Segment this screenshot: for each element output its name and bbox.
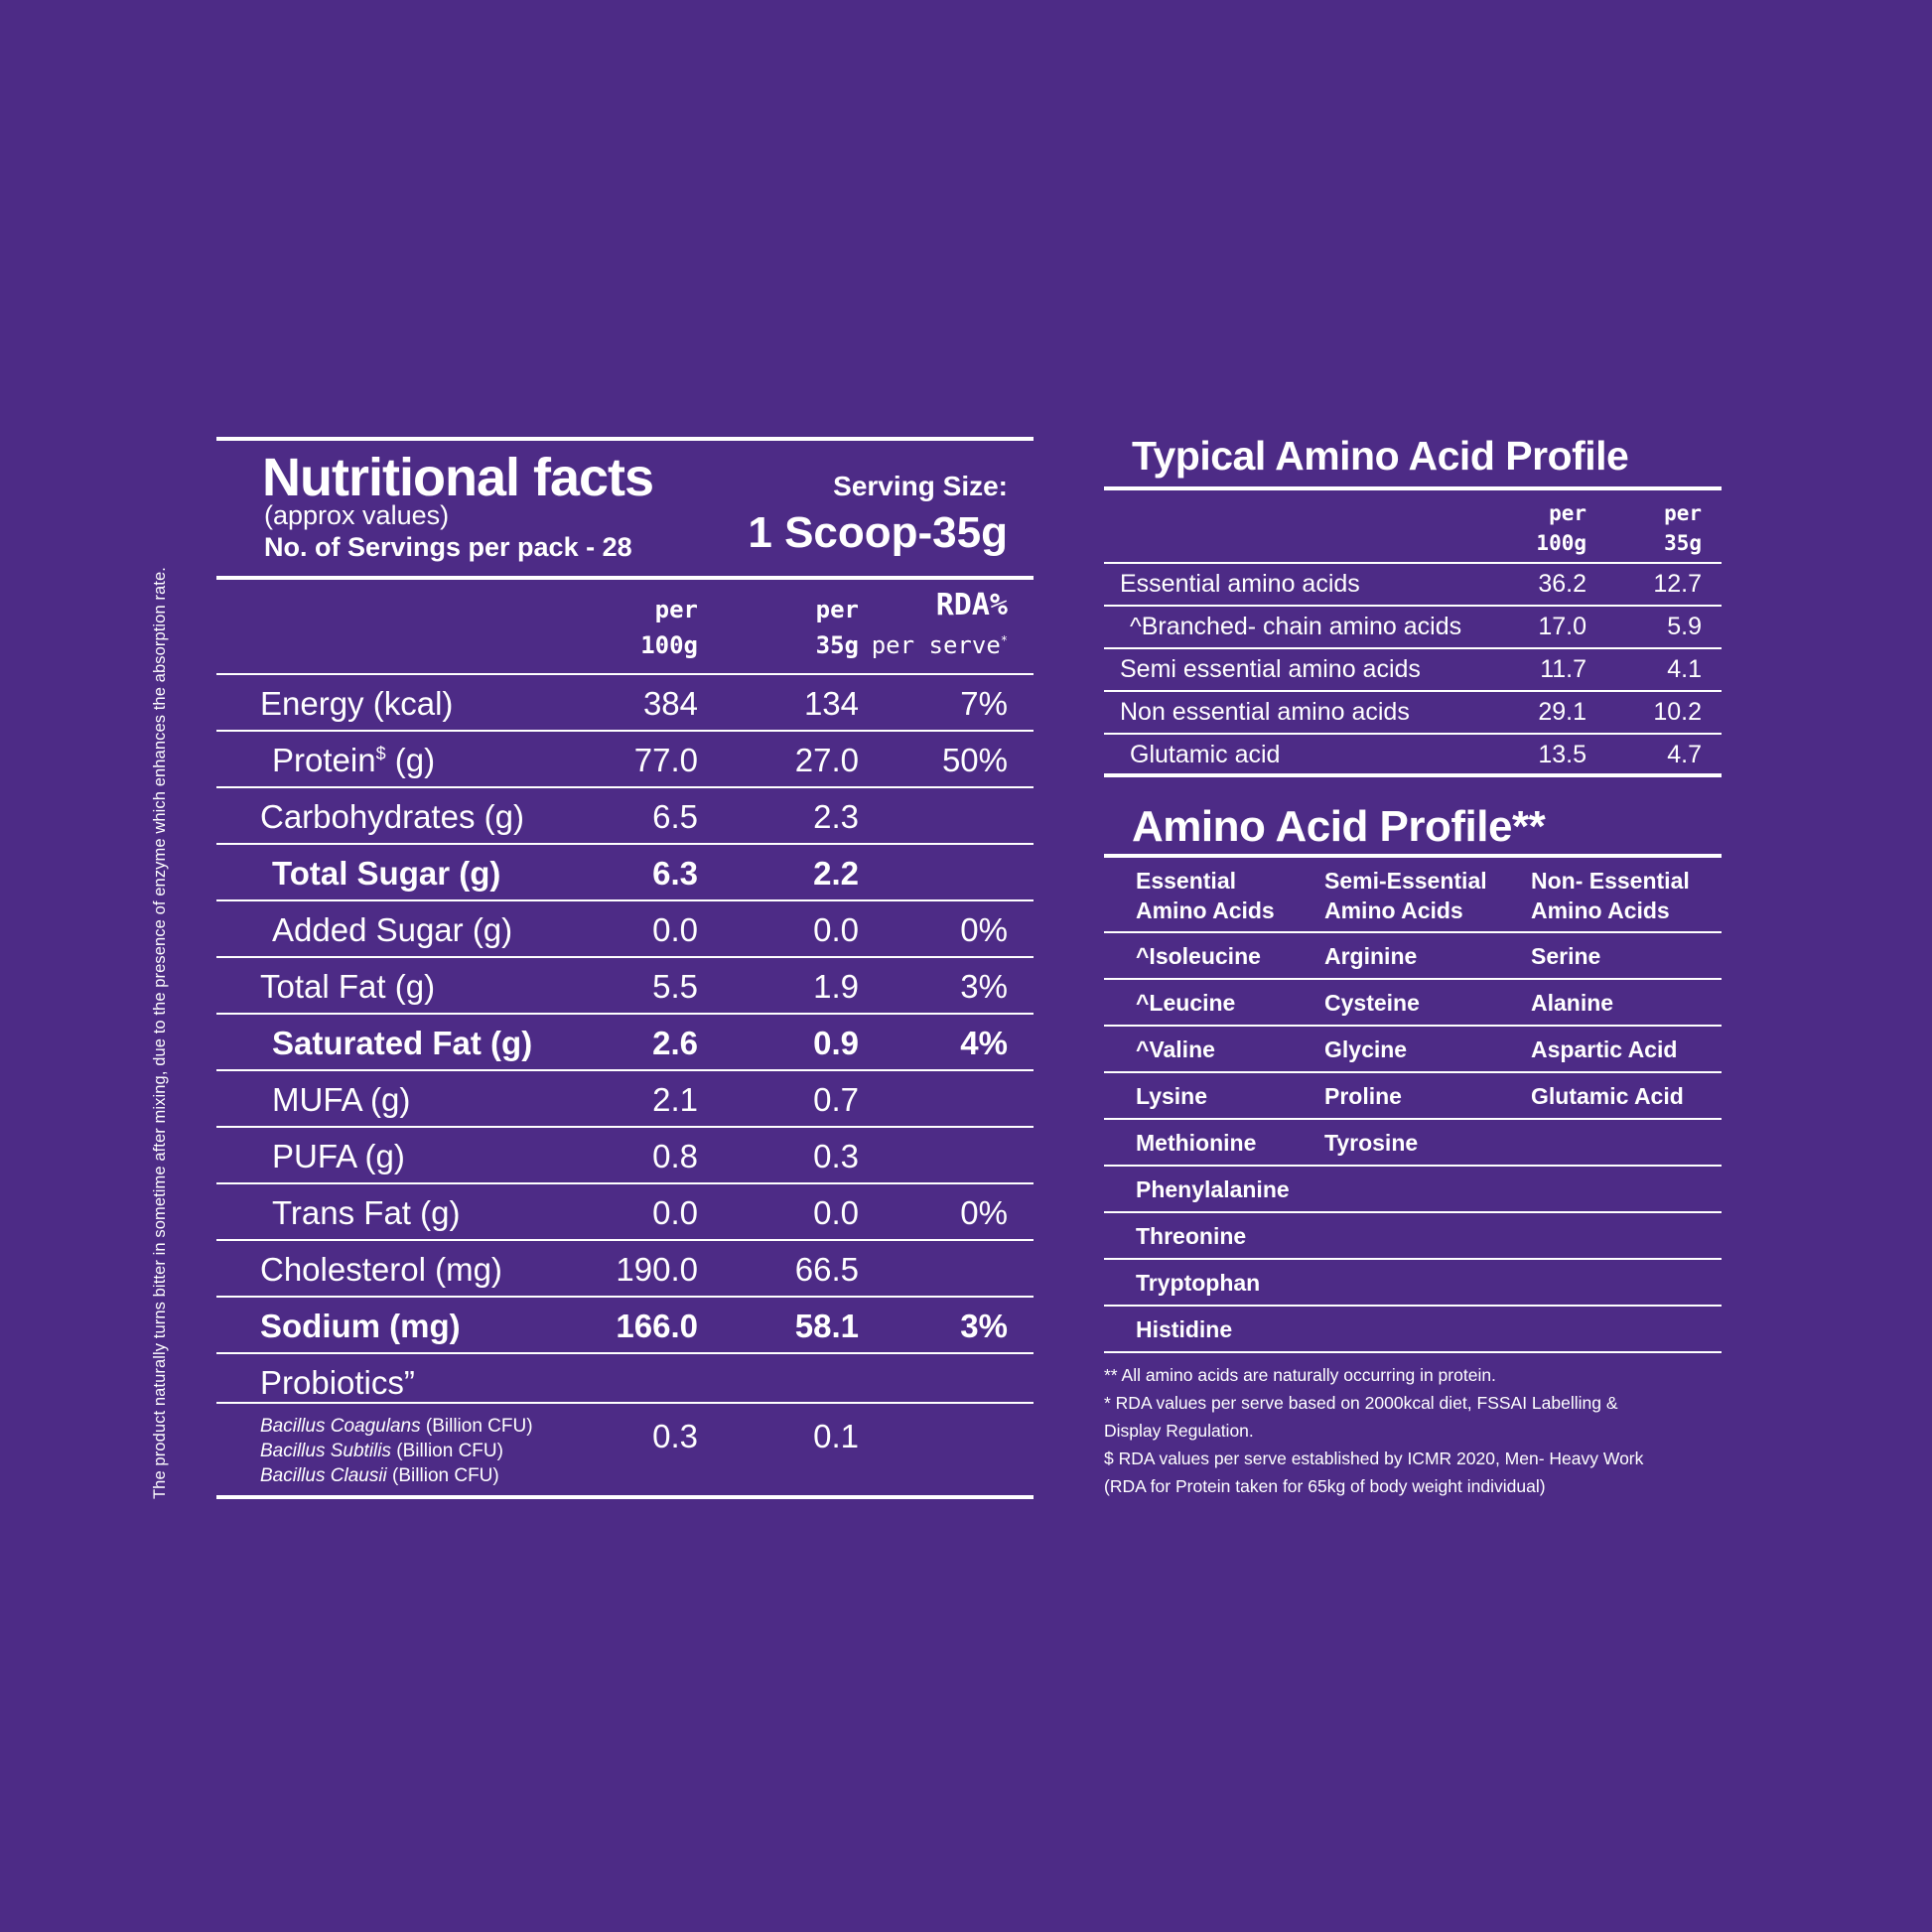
amino-value-35g: 4.7 — [1667, 741, 1702, 768]
non-essential-cell: Serine — [1531, 943, 1601, 969]
nutrient-row-sodium — [216, 1298, 1034, 1354]
semi-essential-cell: Glycine — [1324, 1036, 1408, 1062]
nutrient-value-100g: 2.6 — [652, 1025, 698, 1061]
nutrient-label: Cholesterol (mg) — [260, 1251, 502, 1288]
nutrient-row-carbohydrates — [216, 788, 1034, 845]
nutrient-label: Carbohydrates (g) — [260, 798, 524, 835]
amino-label: Essential amino acids — [1120, 570, 1360, 598]
nutrient-value-100g: 166.0 — [616, 1308, 698, 1344]
col-per-35g — [816, 592, 859, 663]
table-row — [1104, 980, 1722, 1027]
col-rda-per-serve — [872, 631, 1008, 659]
essential-cell: Lysine — [1136, 1083, 1208, 1109]
nutrient-value-100g: 190.0 — [616, 1251, 698, 1288]
table-row — [1104, 1167, 1722, 1213]
amino-row-branched-chain — [1104, 607, 1722, 649]
amino-row-essential — [1104, 564, 1722, 607]
protein-label-unit: (g) — [385, 742, 436, 778]
nutrient-row-total-fat — [216, 958, 1034, 1015]
semi-essential-cell: Proline — [1324, 1083, 1402, 1109]
amino-label: ^Branched- chain amino acids — [1130, 613, 1462, 640]
essential-cell: ^Isoleucine — [1136, 943, 1261, 969]
essential-cell: Threonine — [1136, 1223, 1247, 1249]
non-essential-cell: Aspartic Acid — [1531, 1036, 1678, 1062]
nutrition-header — [216, 441, 1034, 576]
table-row — [1104, 1120, 1722, 1167]
col-per-100g-line1: per — [1549, 501, 1587, 525]
approx-values-note: (approx values) — [264, 500, 450, 530]
semi-essential-cell: Cysteine — [1324, 990, 1420, 1016]
amino-label: Non essential amino acids — [1120, 698, 1410, 726]
amino-profile-header — [1104, 858, 1722, 933]
non-essential-cell: Alanine — [1531, 990, 1614, 1016]
table-row — [1104, 1027, 1722, 1073]
header-non-essential — [1531, 866, 1690, 925]
serving-size-label: Serving Size: — [833, 471, 1008, 501]
essential-cell: Methionine — [1136, 1130, 1257, 1156]
nutrient-rda: 7% — [960, 685, 1008, 722]
essential-cell: ^Leucine — [1136, 990, 1236, 1016]
amino-label: Glutamic acid — [1130, 741, 1281, 768]
table-row — [1104, 1073, 1722, 1120]
strain-name: Bacillus Coagulans — [260, 1416, 421, 1437]
nutrient-value-35g: 0.3 — [813, 1138, 859, 1174]
col-per-100g — [1536, 498, 1587, 558]
table-row — [1104, 1307, 1722, 1353]
strain-unit: (Billion CFU) — [391, 1441, 503, 1461]
col-per-100g-line1: per — [654, 596, 698, 623]
col-per-35g-line1: per — [1664, 501, 1702, 525]
rda-asterisk: * — [1000, 633, 1008, 647]
amino-profile-title: Amino Acid Profile** — [1104, 798, 1722, 858]
col-per-100g-line2: 100g — [1536, 531, 1587, 555]
col-per-35g — [1664, 498, 1702, 558]
nutrition-column-header — [216, 580, 1034, 675]
strain-unit: (Billion CFU) — [420, 1416, 533, 1437]
typical-amino-acid-panel — [1104, 427, 1722, 777]
nutrient-row-pufa — [216, 1128, 1034, 1184]
protein-dollar-mark: $ — [375, 744, 386, 763]
amino-label: Semi essential amino acids — [1120, 655, 1421, 683]
essential-cell: Tryptophan — [1136, 1270, 1261, 1296]
nutrient-value-100g: 0.8 — [652, 1138, 698, 1174]
essential-cell: ^Valine — [1136, 1036, 1215, 1062]
amino-value-35g: 12.7 — [1653, 570, 1702, 598]
side-disclaimer: The product naturally turns bitter in sometime after mixing, due to the presence of enzyme which enhances the absorption rate. — [151, 567, 169, 1499]
non-essential-cell: Glutamic Acid — [1531, 1083, 1684, 1109]
strain-name: Bacillus Clausii — [260, 1465, 387, 1486]
nutrient-value-35g: 2.3 — [813, 798, 859, 835]
col-rda-per-serve-text: per serve — [871, 631, 1001, 659]
header-essential — [1136, 866, 1275, 925]
table-row — [1104, 1260, 1722, 1307]
nutrient-value-35g: 27.0 — [794, 742, 859, 778]
nutrient-label: Total Fat (g) — [260, 968, 436, 1005]
amino-value-100g: 29.1 — [1538, 698, 1587, 726]
header-non-essential-line1: Non- Essential — [1531, 868, 1690, 894]
footnote: (RDA for Protein taken for 65kg of body weight individual) — [1104, 1476, 1546, 1496]
nutrient-row-added-sugar — [216, 901, 1034, 958]
nutrient-value-35g: 0.0 — [813, 1194, 859, 1231]
nutrient-row-total-sugar — [216, 845, 1034, 901]
header-essential-line2: Amino Acids — [1136, 897, 1275, 923]
nutrient-label: Sodium (mg) — [260, 1308, 461, 1344]
strain-name: Bacillus Subtilis — [260, 1441, 391, 1461]
nutrient-value-100g: 77.0 — [633, 742, 698, 778]
amino-row-semi-essential — [1104, 649, 1722, 692]
nutrient-row-trans-fat — [216, 1184, 1034, 1241]
footnote: ** All amino acids are naturally occurring in protein. — [1104, 1365, 1496, 1385]
nutrient-row-saturated-fat — [216, 1015, 1034, 1071]
nutrient-label: Trans Fat (g) — [272, 1194, 461, 1231]
nutrient-label: Total Sugar (g) — [272, 855, 501, 892]
col-rda: RDA% — [935, 588, 1008, 622]
nutrient-value-35g: 0.7 — [813, 1081, 859, 1118]
probiotics-value-35g: 0.1 — [813, 1418, 859, 1454]
table-row — [1104, 933, 1722, 980]
nutrient-value-35g: 2.2 — [813, 855, 859, 892]
header-semi-essential-line1: Semi-Essential — [1324, 868, 1487, 894]
nutrition-title: Nutritional facts — [262, 448, 654, 507]
nutrient-row-probiotics — [216, 1354, 1034, 1404]
footnote: * RDA values per serve based on 2000kcal diet, FSSAI Labelling & — [1104, 1393, 1618, 1413]
col-per-100g-line2: 100g — [640, 631, 698, 659]
semi-essential-cell: Arginine — [1324, 943, 1418, 969]
probiotics-strain-list — [260, 1414, 533, 1488]
nutrient-rda: 0% — [960, 1194, 1008, 1231]
probiotics-label: Probiotics” — [260, 1364, 415, 1401]
header-semi-essential — [1324, 866, 1487, 925]
amino-value-100g: 36.2 — [1538, 570, 1587, 598]
nutrient-rda: 3% — [960, 1308, 1008, 1344]
nutrient-value-100g: 6.5 — [652, 798, 698, 835]
nutrient-value-100g: 0.0 — [652, 911, 698, 948]
nutrient-label: MUFA (g) — [272, 1081, 411, 1118]
header-non-essential-line2: Amino Acids — [1531, 897, 1670, 923]
probiotics-value-100g: 0.3 — [652, 1418, 698, 1454]
servings-per-pack: No. of Servings per pack - 28 — [264, 532, 632, 562]
col-per-35g-line2: 35g — [1664, 531, 1702, 555]
amino-value-35g: 10.2 — [1653, 698, 1702, 726]
amino-value-100g: 11.7 — [1540, 655, 1587, 683]
amino-row-non-essential — [1104, 692, 1722, 735]
nutrition-facts-panel — [216, 437, 1034, 1499]
nutrient-label — [272, 742, 435, 779]
nutrient-rda: 4% — [960, 1025, 1008, 1061]
nutrient-label: Energy (kcal) — [260, 685, 454, 722]
nutrient-value-35g: 66.5 — [794, 1251, 859, 1288]
nutrient-value-35g: 58.1 — [794, 1308, 859, 1344]
nutrient-value-100g: 384 — [642, 685, 698, 722]
strain-item — [260, 1463, 533, 1488]
header-essential-line1: Essential — [1136, 868, 1236, 894]
nutrient-value-100g: 5.5 — [652, 968, 698, 1005]
typical-amino-title: Typical Amino Acid Profile — [1104, 427, 1722, 490]
nutrient-value-35g: 0.0 — [813, 911, 859, 948]
nutrient-rda: 0% — [960, 911, 1008, 948]
nutrient-rda: 50% — [941, 742, 1008, 778]
nutrient-row-cholesterol — [216, 1241, 1034, 1298]
amino-value-35g: 4.1 — [1667, 655, 1702, 683]
col-per-100g — [640, 592, 698, 663]
nutrient-rda: 3% — [960, 968, 1008, 1005]
strain-item — [260, 1414, 533, 1439]
amino-value-35g: 5.9 — [1667, 613, 1702, 640]
probiotics-strains-row — [216, 1404, 1034, 1499]
semi-essential-cell: Tyrosine — [1324, 1130, 1419, 1156]
nutrient-label: PUFA (g) — [272, 1138, 405, 1174]
nutrient-label: Added Sugar (g) — [272, 911, 513, 948]
nutrient-value-100g: 0.0 — [652, 1194, 698, 1231]
typical-amino-rows — [1104, 564, 1722, 777]
typical-amino-column-header — [1104, 490, 1722, 564]
essential-cell: Histidine — [1136, 1316, 1233, 1342]
header-semi-essential-line2: Amino Acids — [1324, 897, 1463, 923]
amino-row-glutamic-acid — [1104, 735, 1722, 777]
nutrient-value-35g: 1.9 — [813, 968, 859, 1005]
nutrient-value-35g: 134 — [803, 685, 859, 722]
nutrient-row-mufa — [216, 1071, 1034, 1128]
nutrient-value-35g: 0.9 — [813, 1025, 859, 1061]
amino-acid-profile-panel — [1104, 798, 1722, 1500]
footnotes — [1104, 1361, 1722, 1500]
col-per-35g-line1: per — [815, 596, 859, 623]
nutrient-value-100g: 2.1 — [652, 1081, 698, 1118]
nutrient-row-energy — [216, 675, 1034, 732]
protein-label-text: Protein — [272, 742, 376, 778]
nutrient-label: Saturated Fat (g) — [272, 1025, 533, 1061]
nutrient-value-100g: 6.3 — [652, 855, 698, 892]
serving-size-value: 1 Scoop-35g — [748, 508, 1008, 557]
amino-value-100g: 17.0 — [1538, 613, 1587, 640]
strain-unit: (Billion CFU) — [386, 1465, 499, 1486]
table-row — [1104, 1213, 1722, 1260]
col-per-35g-line2: 35g — [815, 631, 859, 659]
strain-item — [260, 1439, 533, 1463]
footnote: Display Regulation. — [1104, 1421, 1254, 1441]
essential-cell: Phenylalanine — [1136, 1176, 1290, 1202]
footnote: $ RDA values per serve established by ICMR 2020, Men- Heavy Work — [1104, 1449, 1644, 1468]
nutrient-row-protein — [216, 732, 1034, 788]
amino-value-100g: 13.5 — [1538, 741, 1587, 768]
